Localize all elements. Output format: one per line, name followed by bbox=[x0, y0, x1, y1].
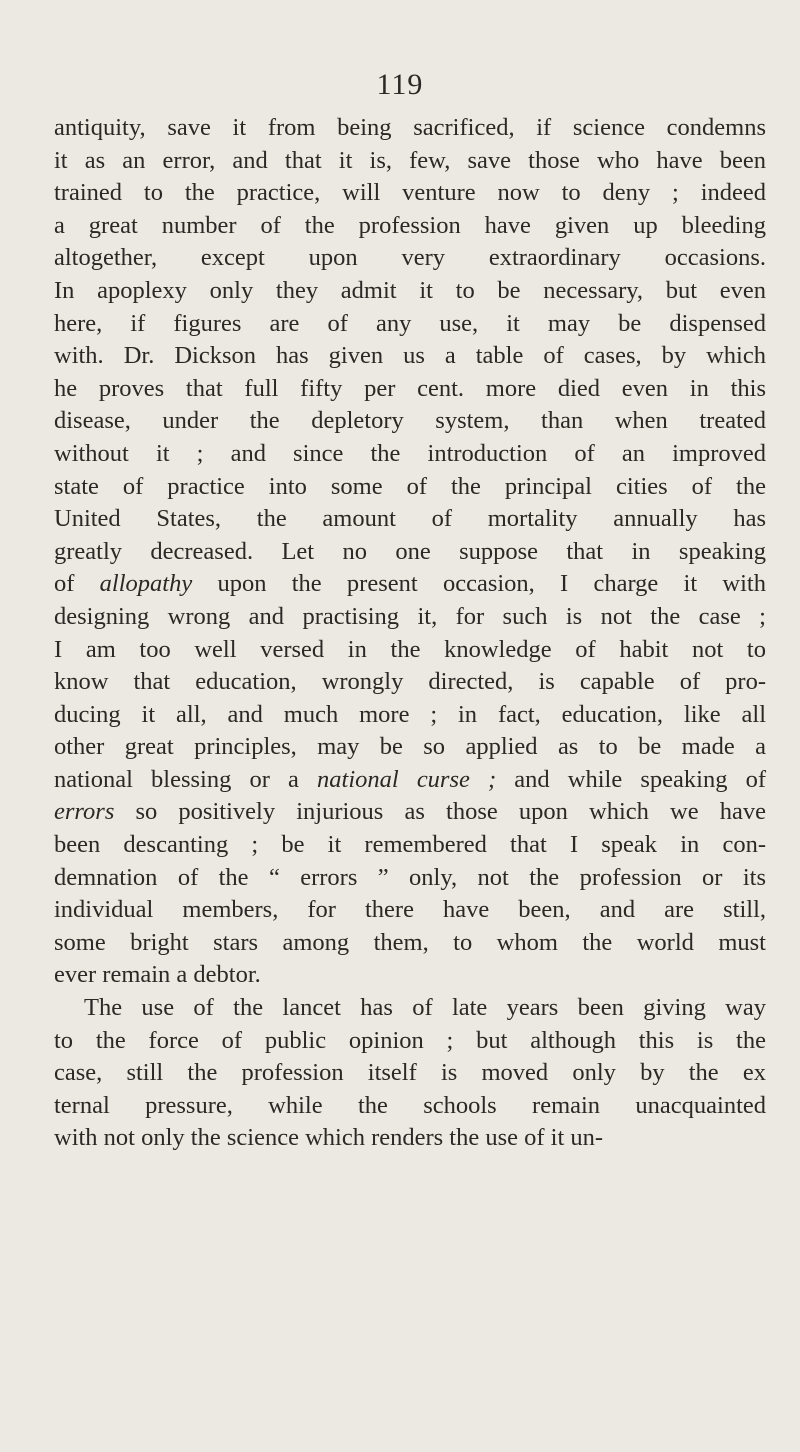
text-segment: greatly decreased. Let no one suppose that in speaking bbox=[54, 537, 766, 565]
text-line bbox=[54, 764, 766, 797]
text-line bbox=[54, 438, 766, 471]
text-segment: individual members, for there have been, and are still, bbox=[54, 896, 766, 924]
text-line bbox=[54, 666, 766, 699]
text-line bbox=[54, 601, 766, 634]
text-line bbox=[54, 927, 766, 960]
text-segment: some bright stars among them, to whom the world must bbox=[54, 928, 766, 956]
text-line bbox=[54, 1057, 766, 1090]
text-segment: upon the present occasion, I charge it with bbox=[192, 570, 766, 598]
text-segment: he proves that full fifty per cent. more died even in this bbox=[54, 374, 766, 402]
text-segment: case, still the profession itself is moved only by the ex bbox=[54, 1059, 766, 1087]
text-line bbox=[54, 1122, 766, 1155]
text-line bbox=[54, 634, 766, 667]
text-segment: ducing it all, and much more ; in fact, education, like all bbox=[54, 700, 766, 728]
text-line bbox=[54, 308, 766, 341]
italic-emphasis: errors bbox=[54, 798, 115, 826]
text-line bbox=[54, 829, 766, 862]
text-line bbox=[54, 210, 766, 243]
text-segment: know that education, wrongly directed, is capable of pro- bbox=[54, 668, 766, 696]
text-line bbox=[54, 894, 766, 927]
text-segment: without it ; and since the introduction of an improved bbox=[54, 439, 766, 467]
italic-emphasis: national curse ; bbox=[317, 765, 497, 793]
text-segment: to the force of public opinion ; but although this is the bbox=[54, 1026, 766, 1054]
text-segment: so positively injurious as those upon which we have bbox=[114, 798, 766, 826]
text-line bbox=[54, 177, 766, 210]
text-segment: altogether, except upon very extraordinary occasions. bbox=[54, 244, 766, 272]
text-line bbox=[54, 959, 766, 992]
text-segment: designing wrong and practising it, for such is not the case ; bbox=[54, 602, 766, 630]
text-line bbox=[54, 112, 766, 145]
text-segment: In apoplexy only they admit it to be necessary, but even bbox=[54, 276, 766, 304]
italic-emphasis: allopathy bbox=[99, 570, 193, 598]
text-line bbox=[54, 568, 766, 601]
text-line bbox=[54, 340, 766, 373]
text-line bbox=[54, 471, 766, 504]
text-segment: demnation of the “ errors ” only, not the profession or its bbox=[54, 863, 766, 891]
text-line bbox=[54, 503, 766, 536]
text-segment: here, if figures are of any use, it may be dispensed bbox=[54, 309, 766, 337]
text-segment: of bbox=[54, 570, 100, 598]
text-line bbox=[54, 699, 766, 732]
text-segment: other great principles, may be so applied as to be made a bbox=[54, 733, 766, 761]
text-segment: The use of the lancet has of late years been giving way bbox=[84, 994, 766, 1022]
text-segment: ternal pressure, while the schools remain unacquainted bbox=[54, 1091, 766, 1119]
text-line bbox=[54, 862, 766, 895]
text-segment: it as an error, and that it is, few, save those who have been bbox=[54, 146, 766, 174]
text-line bbox=[54, 536, 766, 569]
text-line bbox=[54, 796, 766, 829]
text-segment: disease, under the depletory system, than when treated bbox=[54, 407, 766, 435]
text-line bbox=[54, 373, 766, 406]
text-segment: state of practice into some of the principal cities of the bbox=[54, 472, 766, 500]
text-segment: with. Dr. Dickson has given us a table of cases, by which bbox=[54, 342, 766, 370]
text-segment: antiquity, save it from being sacrificed, if science condemns bbox=[54, 114, 766, 141]
text-line bbox=[54, 275, 766, 308]
text-line bbox=[54, 1090, 766, 1123]
text-segment: trained to the practice, will venture now to deny ; indeed bbox=[54, 179, 766, 207]
text-line bbox=[54, 242, 766, 275]
text-segment: and while speaking of bbox=[496, 765, 766, 793]
text-segment: national blessing or a bbox=[54, 765, 318, 793]
text-line bbox=[54, 145, 766, 178]
text-line bbox=[54, 731, 766, 764]
body-text bbox=[54, 112, 766, 1155]
text-segment: been descanting ; be it remembered that I speak in con- bbox=[54, 831, 766, 859]
page-number: 119 bbox=[376, 68, 424, 101]
text-segment: with not only the science which renders the use of it un- bbox=[54, 1124, 604, 1152]
text-line bbox=[54, 1025, 766, 1058]
text-segment: I am too well versed in the knowledge of habit not to bbox=[54, 635, 766, 663]
text-segment: ever remain a debtor. bbox=[54, 961, 261, 989]
text-line bbox=[54, 992, 766, 1025]
text-segment: United States, the amount of mortality annually has bbox=[54, 505, 766, 533]
text-line bbox=[54, 405, 766, 438]
text-segment: a great number of the profession have given up bleeding bbox=[54, 211, 766, 239]
